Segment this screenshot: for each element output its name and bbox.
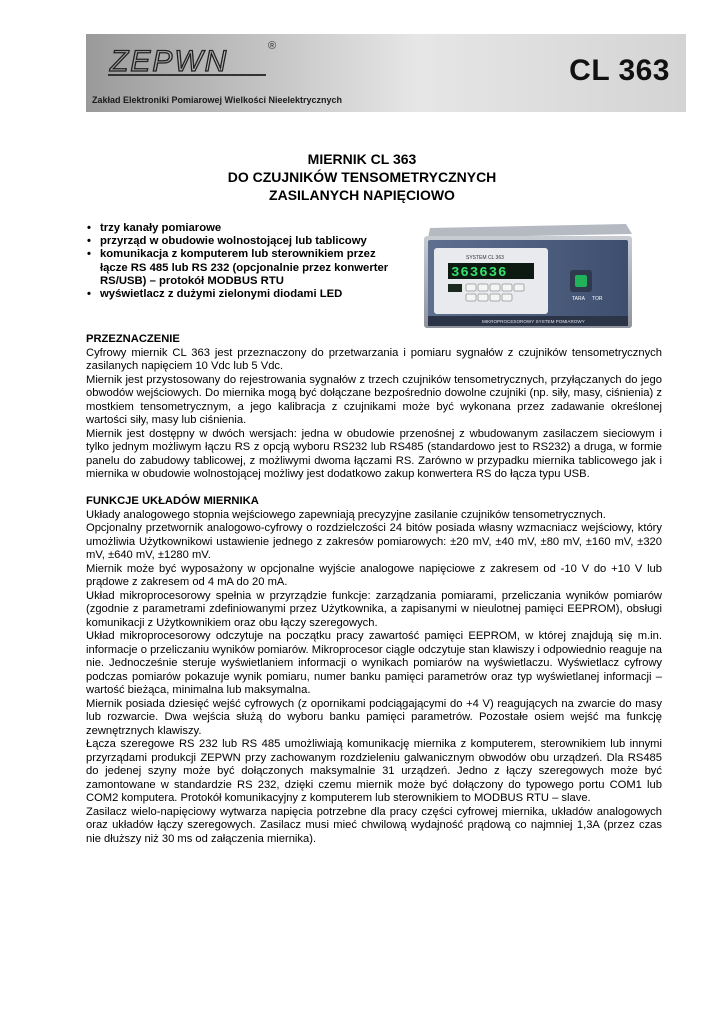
tara-label: TARA	[572, 296, 585, 302]
device-photo	[420, 222, 634, 334]
section-gap	[86, 482, 662, 496]
section-heading-purpose: PRZEZNACZENIE	[86, 333, 180, 345]
zepwn-logo	[108, 44, 268, 80]
tara-button	[575, 275, 587, 287]
led-display: 363636	[451, 265, 508, 281]
company-name: Zakład Elektroniki Pomiarowej Wielkości Nieelektrycznych	[92, 95, 343, 105]
document-title	[0, 150, 724, 204]
feature-item: • trzy kanały pomiarowe	[86, 222, 404, 235]
paragraph: Układ mikroprocesorowy odczytuje na początku pracy zawartość pamięci EEPROM, w której znajdują się m.in. informacje o przeliczaniu wyników pomiarów. Mikroprocesor ciągle odczytuje stan klawiszy i odpowiednio reaguje na nie. Jednocześnie steruje wyświetlaniem informacji o wynikach pomiarów na wyświetlaczu. Wyświetlacz cyfrowy podczas pomiarów pokazuje wynik pomiaru, numer banku pamięci parametrów oraz typ wyświetlanej informacji – wartość bieżąca, minimalna lub maksymalna.	[86, 630, 662, 696]
paragraph: Łącza szeregowe RS 232 lub RS 485 umożliwiają komunikację miernika z komputerem, sterownikiem lub innymi przyrządami produkcji ZEPWN przy zachowanym rozdzieleniu galwanicznym obwodów obu urządzeń. Dla RS485 do jedenej szyny może być dołączonych maksymalnie 31 urządzeń. Jedno z łączy szeregowych może być zamontowane w standardzie RS 232, dzięki czemu miernik może być dołączony do typowego portu COM1 lub COM2 komputera. Protokół komunikacyjny z komputerem lub sterownikiem to MODBUS RTU – slave.	[86, 738, 662, 804]
title-line-1: MIERNIK CL 363	[307, 151, 417, 167]
paragraph: Miernik posiada dziesięć wejść cyfrowych (z opornikami podciągającymi do +4 V) reagujących na zwarcie do masy lub rozwarcie. Dwa wejścia służą do wyboru banku pamięci parametrów. Pozostałe osiem wejść ma funkcję zewnętrznych klawiszy.	[86, 697, 662, 737]
section-heading-functions: FUNKCJE UKŁADÓW MIERNIKA	[86, 495, 259, 507]
feature-list	[86, 222, 404, 301]
body-text	[86, 333, 662, 846]
feature-item: • komunikacja z komputerem lub sterownikiem przez łącze RS 485 lub RS 232 (opcjonalnie przez konwerter RS/USB) – protokół MODBUS RTU	[86, 248, 404, 288]
logo-text: ZEPWN	[110, 45, 229, 78]
paragraph: Miernik jest przystosowany do rejestrowania sygnałów z trzech czujników tensometrycznych, przyłączanych do jego obwodów wejściowych. Do miernika mogą być dołączane bezpośrednio dowolne czujniki (np. siły, masy, ciśnienia) z mostkiem tensometrycznym, a jego kalibracja z czujnikami może być wykonana przez zadawanie określonej wartości siły, masy lub ciśnienia.	[86, 373, 662, 426]
paragraph: Układy analogowego stopnia wejściowego zapewniają precyzyjne zasilanie czujników tensometrycznych.	[86, 508, 606, 521]
document-header	[86, 34, 686, 112]
feature-item: • wyświetlacz z dużymi zielonymi diodami LED	[86, 288, 404, 301]
feature-item: • przyrząd w obudowie wolnostojącej lub tablicowy	[86, 235, 404, 248]
tor-label: TOR	[592, 296, 603, 302]
title-line-2: DO CZUJNIKÓW TENSOMETRYCZNYCH	[227, 169, 497, 185]
paragraph: Opcjonalny przetwornik analogowo-cyfrowy o rozdzielczości 24 bitów posiada własny wzmacniacz wejściowy, który umożliwia Użytkownikowi ustawienie jednego z zakresów pomiarowych: ±20 mV, ±40 mV, ±80 mV, ±160 mV, ±320 mV, ±640 mV, ±1280 mV.	[86, 522, 662, 561]
paragraph: Miernik może być wyposażony w opcjonalne wyjście analogowe napięciowe z zakresem od -10 V do +10 V lub prądowe z zakresem od 4 mA do 20 mA.	[86, 562, 662, 588]
system-label: SYSTEM CL 363	[466, 255, 504, 261]
paragraph: Cyfrowy miernik CL 363 jest przeznaczony do przetwarzania i pomiaru sygnałów z czujników tensometrycznych zasilanych napięciem 10 Vdc lub 5 Vdc.	[86, 346, 662, 372]
panel-label: MIKROPROCESOROWY SYSTEM POMIAROWY	[482, 319, 585, 324]
paragraph: Zasilacz wielo-napięciowy wytwarza napięcia potrzebne dla pracy części cyfrowej miernika, układów analogowych oraz układów łączy szeregowych. Zasilacz musi mieć chwilową wydajność prądową co najmniej 1,3A (przez czas nie dłuższy niż 30 ms od załączenia miernika).	[86, 805, 662, 845]
title-line-3: ZASILANYCH NAPIĘCIOWO	[269, 187, 455, 203]
paragraph: Układ mikroprocesorowy spełnia w przyrządzie funkcje: zarządzania pomiarami, przeliczania wyników pomiarów (zgodnie z parametrami zdefiniowanymi przez Użytkownika, a zapisanymi w nieulotnej pamięci EEPROM), obsługi komunikacji z Użytkownikiem oraz obu łączy szeregowych.	[86, 589, 662, 629]
model-number: CL 363	[569, 54, 670, 87]
paragraph: Miernik jest dostępny w dwóch wersjach: jedna w obudowie przenośnej z wbudowanym zasilaczem sieciowym i tylko jednym możliwym łączu RS z opcją wyboru RS232 lub RS485 (standardowo jest to RS232) a druga, w formie panelu do zabudowy tablicowej, z możliwymi dwoma łączami RS. Zarówno w przypadku miernika tablicowego jak i miernika w obudowie wolnostojącej możliwy jest dodatkowo zakup konwertera RS do łącza typu USB.	[86, 427, 662, 480]
registered-mark: ®	[268, 40, 277, 52]
